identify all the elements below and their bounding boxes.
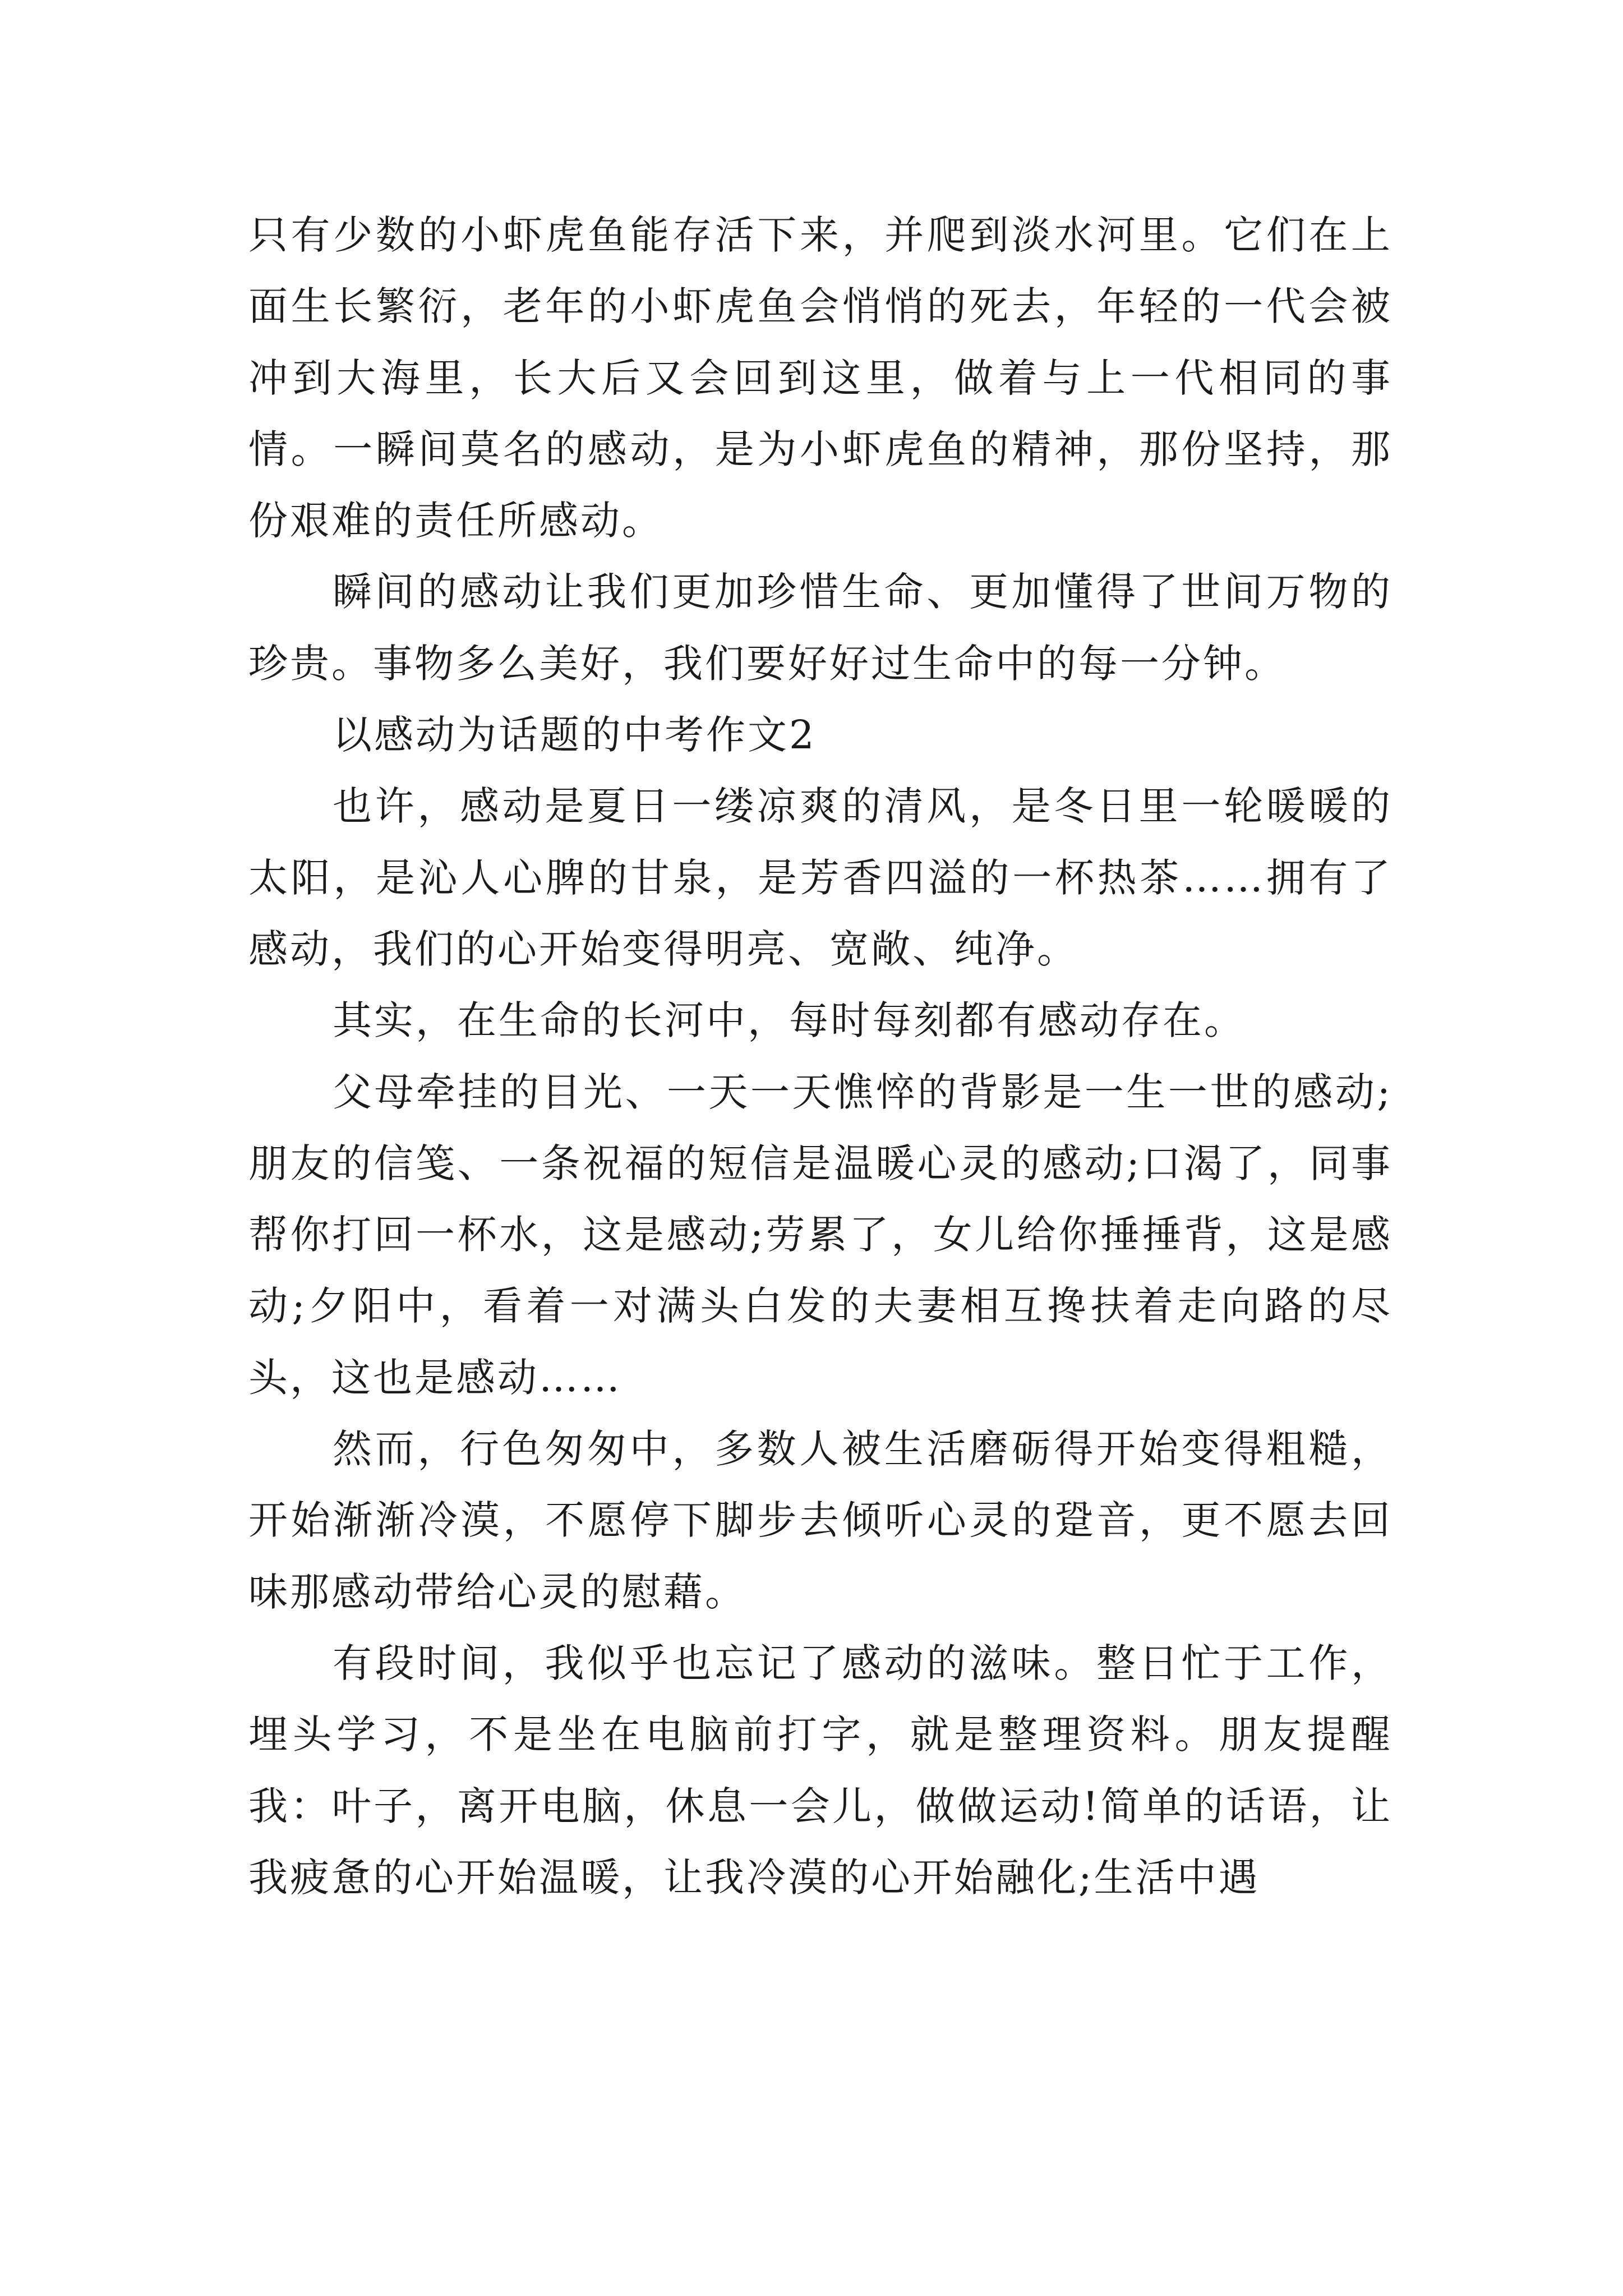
paragraph-3: 也许，感动是夏日一缕凉爽的清风，是冬日里一轮暖暖的太阳，是沁人心脾的甘泉，是芳香四溢的一杯热茶……拥有了感动，我们的心开始变得明亮、宽敞、纯净。 <box>248 783 1393 972</box>
section-heading: 以感动为话题的中考作文2 <box>333 712 817 758</box>
paragraph-1: 只有少数的小虾虎鱼能存活下来，并爬到淡水河里。它们在上面生长繁衍，老年的小虾虎鱼会悄悄的死去，年轻的一代会被冲到大海里，长大后又会回到这里，做着与上一代相同的事情。一瞬间莫名的感动，是为小虾虎鱼的精神，那份坚持，那份艰难的责任所感动。 <box>248 212 1393 544</box>
paragraph-2: 瞬间的感动让我们更加珍惜生命、更加懂得了世间万物的珍贵。事物多么美好，我们要好好过生命中的每一分钟。 <box>248 569 1393 687</box>
paragraph-5: 父母牵挂的目光、一天一天憔悴的背影是一生一世的感动;朋友的信笺、一条祝福的短信是温暖心灵的感动;口渴了，同事帮你打回一杯水，这是感动;劳累了，女儿给你捶捶背，这是感动;夕阳中，看着一对满头白发的夫妻相互搀扶着走向路的尽头，这也是感动…… <box>248 1069 1393 1401</box>
paragraph-4: 其实，在生命的长河中，每时每刻都有感动存在。 <box>333 997 1246 1044</box>
paragraph-7: 有段时间，我似乎也忘记了感动的滋味。整日忙于工作，埋头学习，不是坐在电脑前打字，就是整理资料。朋友提醒我：叶子，离开电脑，休息一会儿，做做运动!简单的话语，让我疲惫的心开始温暖，让我冷漠的心开始融化;生活中遇 <box>248 1640 1393 1901</box>
body-text <box>248 200 1393 1913</box>
paragraph-6: 然而，行色匆匆中，多数人被生活磨砺得开始变得粗糙，开始渐渐冷漠，不愿停下脚步去倾听心灵的跫音，更不愿去回味那感动带给心灵的慰藉。 <box>248 1426 1393 1615</box>
